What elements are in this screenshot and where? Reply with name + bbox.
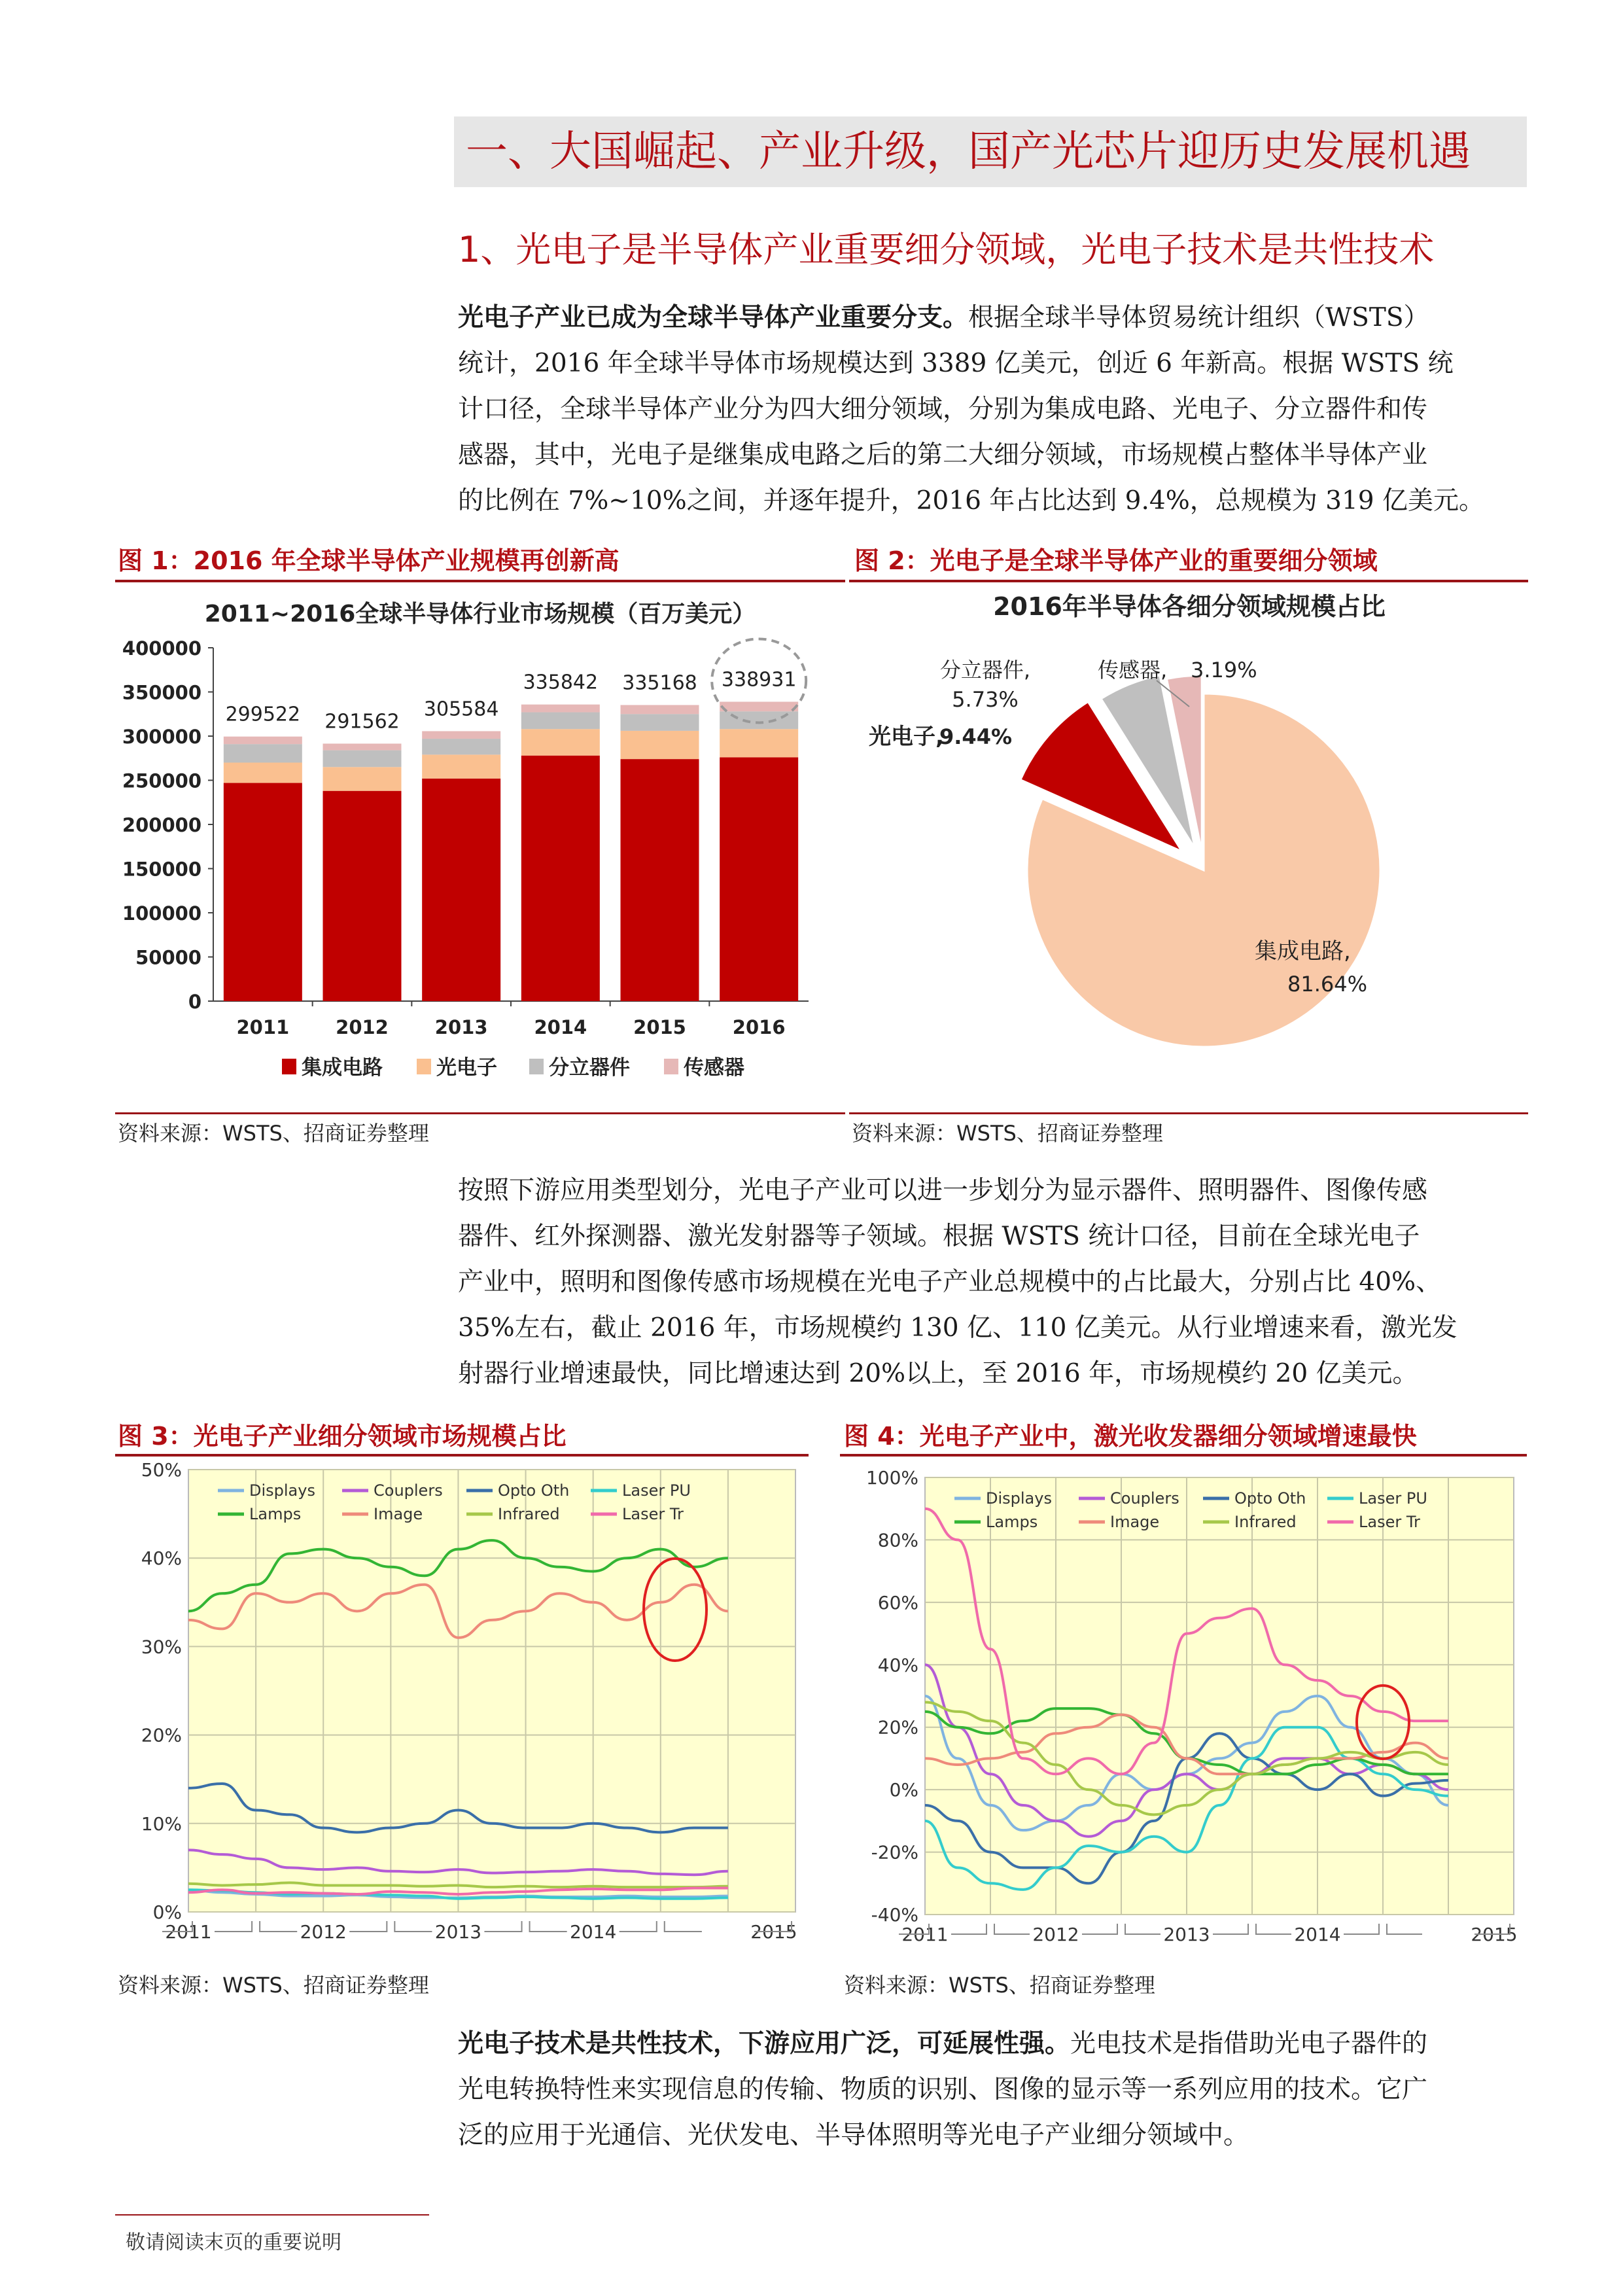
legend-label: Laser Tr xyxy=(622,1505,684,1523)
bar-segment xyxy=(720,729,798,757)
bar-segment xyxy=(621,705,699,714)
bar-segment xyxy=(720,757,798,1001)
bar-segment xyxy=(621,714,699,731)
fig4-source: 资料来源：WSTS、招商证券整理 xyxy=(844,1973,1155,1998)
bar-segment xyxy=(224,783,302,1001)
legend-label: Lamps xyxy=(986,1513,1038,1531)
plot-area xyxy=(925,1477,1514,1915)
paragraph-3-line: 光电子技术是共性技术，下游应用广泛，可延展性强。光电技术是指借助光电子器件的 xyxy=(458,2028,1428,2058)
legend-label: Couplers xyxy=(1110,1489,1179,1508)
y-tick-label: 350000 xyxy=(122,681,201,704)
legend-swatch xyxy=(529,1059,544,1074)
x-tick-label: 2015 xyxy=(1471,1924,1518,1945)
bar-segment xyxy=(521,713,600,730)
fig1-bar-chart xyxy=(115,582,845,1106)
y-tick-label: -40% xyxy=(871,1904,918,1926)
bar-total-label: 299522 xyxy=(225,703,301,726)
bar-total-label: 305584 xyxy=(423,698,499,721)
y-tick-label: 0% xyxy=(152,1901,182,1923)
x-tick-label: 2012 xyxy=(1032,1924,1079,1945)
bar-segment xyxy=(323,751,402,768)
y-tick-label: 50000 xyxy=(135,946,201,969)
subsection-heading: 1、光电子是半导体产业重要细分领域，光电子技术是共性技术 xyxy=(458,229,1435,270)
x-tick-label: 2013 xyxy=(434,1016,488,1038)
paragraph-1-line: 计口径，全球半导体产业分为四大细分领域，分别为集成电路、光电子、分立器件和传 xyxy=(458,395,1428,424)
y-tick-label: 300000 xyxy=(122,726,201,748)
x-tick-label: 2014 xyxy=(570,1921,617,1943)
paragraph-2-line: 器件、红外探测器、激光发射器等子领域。根据 WSTS 统计口径，目前在全球光电子 xyxy=(458,1222,1420,1251)
paragraph-2-line: 产业中，照明和图像传感市场规模在光电子产业总规模中的占比最大，分别占比 40%、 xyxy=(458,1267,1442,1297)
x-tick-label: 2011 xyxy=(165,1921,212,1943)
legend-label: Lamps xyxy=(249,1505,302,1523)
legend-label: Displays xyxy=(986,1489,1052,1508)
bar-segment xyxy=(422,754,500,778)
paragraph-3-line: 泛的应用于光通信、光伏发电、半导体照明等光电子产业细分领域中。 xyxy=(458,2121,1249,2150)
legend-swatch xyxy=(282,1059,296,1074)
legend-swatch xyxy=(664,1059,678,1074)
paragraph-1 xyxy=(458,294,1531,524)
legend-label: 集成电路 xyxy=(302,1056,383,1080)
legend-label: Couplers xyxy=(374,1481,443,1500)
bar-segment xyxy=(422,731,500,739)
paragraph-2 xyxy=(458,1168,1531,1397)
fig3-title: 图 3：光电子产业细分领域市场规模占比 xyxy=(118,1422,567,1451)
fig1-title: 图 1：2016 年全球半导体产业规模再创新高 xyxy=(118,546,620,575)
x-tick-label: 2011 xyxy=(901,1924,949,1945)
bar-segment xyxy=(422,739,500,754)
legend-label: Infrared xyxy=(498,1505,560,1523)
x-tick-label: 2015 xyxy=(633,1016,686,1038)
bar-total-label: 335168 xyxy=(622,671,697,695)
slice-value-label: 81.64% xyxy=(1287,972,1368,997)
y-tick-label: 250000 xyxy=(122,769,201,792)
x-tick-label: 2015 xyxy=(750,1921,797,1943)
bar-segment xyxy=(323,791,402,1001)
y-tick-label: 0 xyxy=(188,991,201,1013)
paragraph-3-lead: 光电子技术是共性技术，下游应用广泛，可延展性强。 xyxy=(458,2028,1071,2058)
y-tick-label: 100000 xyxy=(122,902,201,925)
bar-segment xyxy=(621,759,699,1001)
footer-rule xyxy=(115,2214,429,2216)
bar-segment xyxy=(521,729,600,756)
legend-swatch xyxy=(417,1059,431,1074)
bar-segment xyxy=(521,756,600,1001)
legend-label: Laser PU xyxy=(1359,1489,1427,1508)
y-tick-label: 400000 xyxy=(122,637,201,660)
slice-name-label: 集成电路, xyxy=(1255,938,1351,964)
x-tick-label: 2013 xyxy=(434,1921,482,1943)
y-tick-label: 150000 xyxy=(122,858,201,881)
legend-label: Opto Oth xyxy=(1234,1489,1306,1508)
paragraph-2-line: 35%左右，截止 2016 年，市场规模约 130 亿、110 亿美元。从行业增速来看，激光发 xyxy=(458,1313,1457,1343)
slice-value-label: 5.73% xyxy=(952,687,1019,712)
fig2-pie-chart xyxy=(849,582,1528,1106)
y-tick-label: 80% xyxy=(877,1529,918,1551)
y-tick-label: 0% xyxy=(889,1779,918,1801)
legend-label: 分立器件 xyxy=(549,1056,630,1080)
paragraph-1-line: 统计，2016 年全球半导体市场规模达到 3389 亿美元，创近 6 年新高。根据 WSTS 统 xyxy=(458,349,1454,378)
y-tick-label: 40% xyxy=(877,1654,918,1676)
y-tick-label: 20% xyxy=(141,1724,182,1746)
x-tick-label: 2016 xyxy=(732,1016,786,1038)
paragraph-3 xyxy=(458,2021,1531,2159)
fig2-bottom-rule xyxy=(849,1112,1528,1114)
bar-segment xyxy=(224,763,302,783)
bar-segment xyxy=(720,701,798,711)
section-heading: 一、大国崛起、产业升级，国产光芯片迎历史发展机遇 xyxy=(466,128,1471,176)
legend-label: Infrared xyxy=(1234,1513,1297,1531)
fig3-line-chart xyxy=(115,1457,809,1973)
paragraph-1-lead: 光电子产业已成为全球半导体产业重要分支。 xyxy=(458,302,969,332)
bar-total-label: 335842 xyxy=(523,671,599,694)
x-tick-label: 2014 xyxy=(534,1016,587,1038)
x-tick-label: 2014 xyxy=(1294,1924,1341,1945)
x-tick-label: 2012 xyxy=(336,1016,389,1038)
paragraph-2-line: 按照下游应用类型划分，光电子产业可以进一步划分为显示器件、照明器件、图像传感 xyxy=(458,1176,1428,1205)
plot-area xyxy=(188,1470,795,1912)
legend-label: 光电子 xyxy=(436,1056,497,1080)
bar-segment xyxy=(323,767,402,790)
fig3-source: 资料来源：WSTS、招商证券整理 xyxy=(118,1973,429,1998)
x-tick-label: 2012 xyxy=(300,1921,347,1943)
chart-title: 2011~2016全球半导体行业市场规模（百万美元） xyxy=(204,601,756,627)
y-tick-label: 20% xyxy=(877,1716,918,1739)
x-tick-label: 2013 xyxy=(1163,1924,1210,1945)
legend-label: Laser Tr xyxy=(1359,1513,1420,1531)
y-tick-label: 60% xyxy=(877,1591,918,1614)
bar-segment xyxy=(621,731,699,759)
bar-segment xyxy=(323,743,402,750)
bar-segment xyxy=(521,705,600,713)
y-tick-label: 50% xyxy=(141,1459,182,1481)
slice-name-label: 传感器, xyxy=(1098,658,1168,682)
fig2-title: 图 2：光电子是全球半导体产业的重要细分领域 xyxy=(854,546,1378,575)
bar-total-label: 291562 xyxy=(324,710,400,733)
slice-value-label: 9.44% xyxy=(939,724,1013,749)
paragraph-1-line: 感器，其中，光电子是继集成电路之后的第二大细分领域，市场规模占整体半导体产业 xyxy=(458,440,1428,470)
legend-label: 传感器 xyxy=(684,1056,744,1080)
footer-note: 敬请阅读末页的重要说明 xyxy=(126,2231,341,2254)
legend-label: Image xyxy=(374,1505,423,1523)
bar-segment xyxy=(224,744,302,762)
y-tick-label: 30% xyxy=(141,1636,182,1658)
legend-label: Opto Oth xyxy=(498,1481,570,1500)
y-tick-label: 200000 xyxy=(122,814,201,836)
y-tick-label: 100% xyxy=(865,1467,918,1489)
y-tick-label: 10% xyxy=(141,1812,182,1835)
legend-label: Laser PU xyxy=(622,1481,691,1500)
legend-label: Displays xyxy=(249,1481,315,1500)
paragraph-1-line: 光电子产业已成为全球半导体产业重要分支。根据全球半导体贸易统计组织（WSTS） xyxy=(458,302,1429,332)
x-tick-label: 2011 xyxy=(236,1016,290,1038)
bar-total-label: 338931 xyxy=(721,668,797,692)
chart-title: 2016年半导体各细分领域规模占比 xyxy=(993,592,1386,621)
slice-value-label: 3.19% xyxy=(1191,658,1257,682)
paragraph-2-line: 射器行业增速最快，同比增速达到 20%以上，至 2016 年，市场规模约 20 亿美元。 xyxy=(458,1359,1418,1388)
fig1-source: 资料来源：WSTS、招商证券整理 xyxy=(118,1121,429,1146)
bar-segment xyxy=(224,737,302,744)
fig4-line-chart xyxy=(840,1457,1527,1973)
y-tick-label: -20% xyxy=(871,1841,918,1863)
legend-label: Image xyxy=(1110,1513,1160,1531)
y-tick-label: 40% xyxy=(141,1547,182,1570)
bar-segment xyxy=(422,779,500,1001)
fig2-source: 资料来源：WSTS、招商证券整理 xyxy=(852,1121,1163,1146)
slice-name-label: 光电子, xyxy=(869,724,944,750)
slice-name-label: 分立器件, xyxy=(939,658,1031,682)
paragraph-3-line: 光电转换特性来实现信息的传输、物质的识别、图像的显示等一系列应用的技术。它广 xyxy=(458,2075,1428,2104)
fig1-bottom-rule xyxy=(115,1112,845,1114)
fig4-title: 图 4：光电子产业中，激光收发器细分领域增速最快 xyxy=(844,1422,1417,1451)
paragraph-1-line: 的比例在 7%~10%之间，并逐年提升，2016 年占比达到 9.4%，总规模为 319 亿美元。 xyxy=(458,486,1484,516)
